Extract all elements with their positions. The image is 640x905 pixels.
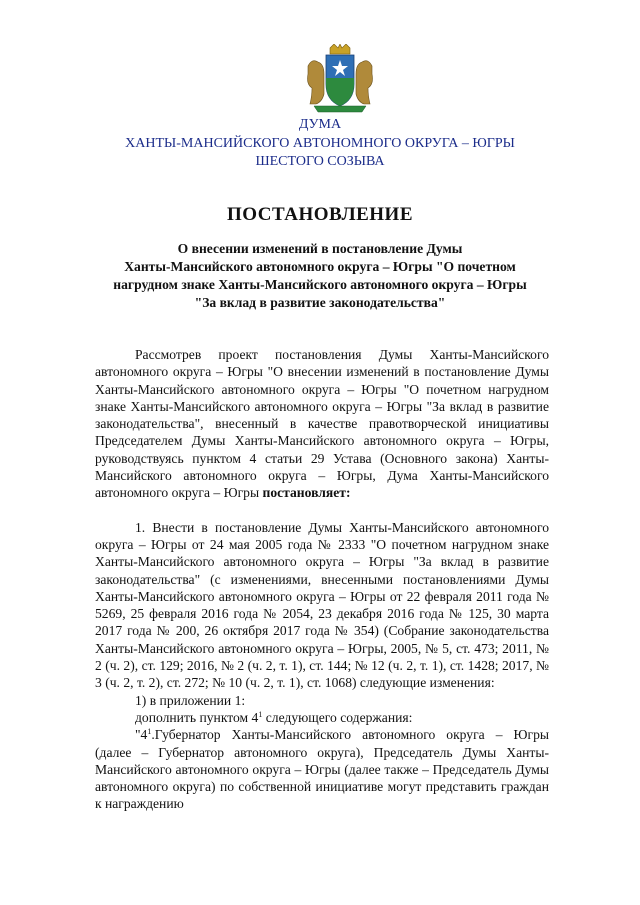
- subject-line: Ханты-Мансийского автономного округа – Югры "О почетном: [124, 259, 516, 274]
- preamble-text: Рассмотрев проект постановления Думы Ханты-Мансийского автономного округа – Югры "О внесении изменений в постановление Думы Ханты-Мансийского автономного округа – Югры "О почетном нагрудном знаке Ханты-Мансийского автономного округа – Югры "За вклад в развитие законодательства", внесенный в качестве правотворческой инициативы Председателем Думы Ханты-Мансийского автономного округа – Югры, руководствуясь пунктом 4 статьи 29 Устава (Основного закона) Ханты-Мансийского автономного округа – Югры, Дума Ханты-Мансийского автономного округа – Югры: [95, 347, 549, 501]
- preamble-paragraph: [95, 346, 549, 502]
- document-body: [95, 346, 549, 813]
- addition-text: дополнить пунктом 4: [135, 709, 259, 725]
- sub-item-1: 1) в приложении 1:: [135, 692, 246, 708]
- convocation: ШЕСТОГО СОЗЫВА: [255, 154, 385, 169]
- superscript: 1: [258, 709, 263, 719]
- subject-line: нагрудном знаке Ханты-Мансийского автономного округа – Югры: [113, 277, 527, 292]
- item-1-paragraph: 1. Внести в постановление Думы Ханты-Мансийского автономного округа – Югры от 24 мая 2005 года № 2333 "О почетном нагрудном знаке Ханты-Мансийского автономного округа – Югры "За вклад в развитие законодательства" (с изменениями, внесенными постановлениями Думы Ханты-Мансийского автономного округа – Югры от 22 февраля 2011 года № 5269, 25 февраля 2016 года № 2054, 23 декабря 2016 года № 125, 30 марта 2017 года № 200, 26 октября 2017 года № 354) (Собрание законодательства Ханты-Мансийского автономного округа – Югры, 2005, № 5, ст. 473; 2011, № 2 (ч. 2), ст. 129; 2016, № 2 (ч. 2, т. 1), ст. 144; № 12 (ч. 2, т. 1), ст. 1428; 2017, № 3 (ч. 2, т. 2), ст. 272; № 10 (ч. 2, т. 1), ст. 1068) следующие изменения:: [95, 519, 549, 691]
- sub-item-addition: [95, 709, 549, 726]
- document-subject: [100, 240, 540, 312]
- subject-line: О внесении изменений в постановление Думы: [177, 241, 463, 256]
- subject-line: "За вклад в развитие законодательства": [194, 295, 446, 310]
- superscript: 1: [147, 727, 152, 737]
- coat-of-arms-emblem: [300, 44, 380, 114]
- quoted-clause: [95, 726, 549, 812]
- region-name: ХАНТЫ-МАНСИЙСКОГО АВТОНОМНОГО ОКРУГА – ЮГРЫ: [125, 136, 515, 151]
- resolution-verb: постановляет:: [262, 485, 351, 501]
- council-name: ДУМА: [298, 117, 342, 132]
- clause-text: .Губернатор Ханты-Мансийского автономного округа – Югры (далее – Губернатор автономного округа), Председатель Думы Ханты-Мансийского автономного округа – Югры (далее также – Председатель Думы автономного округа) по собственной инициативе могут представить граждан к награждению: [95, 727, 549, 812]
- document-type-heading: ПОСТАНОВЛЕНИЕ: [226, 204, 414, 225]
- clause-number: "4: [135, 727, 148, 743]
- addition-text-end: следующего содержания:: [262, 709, 413, 725]
